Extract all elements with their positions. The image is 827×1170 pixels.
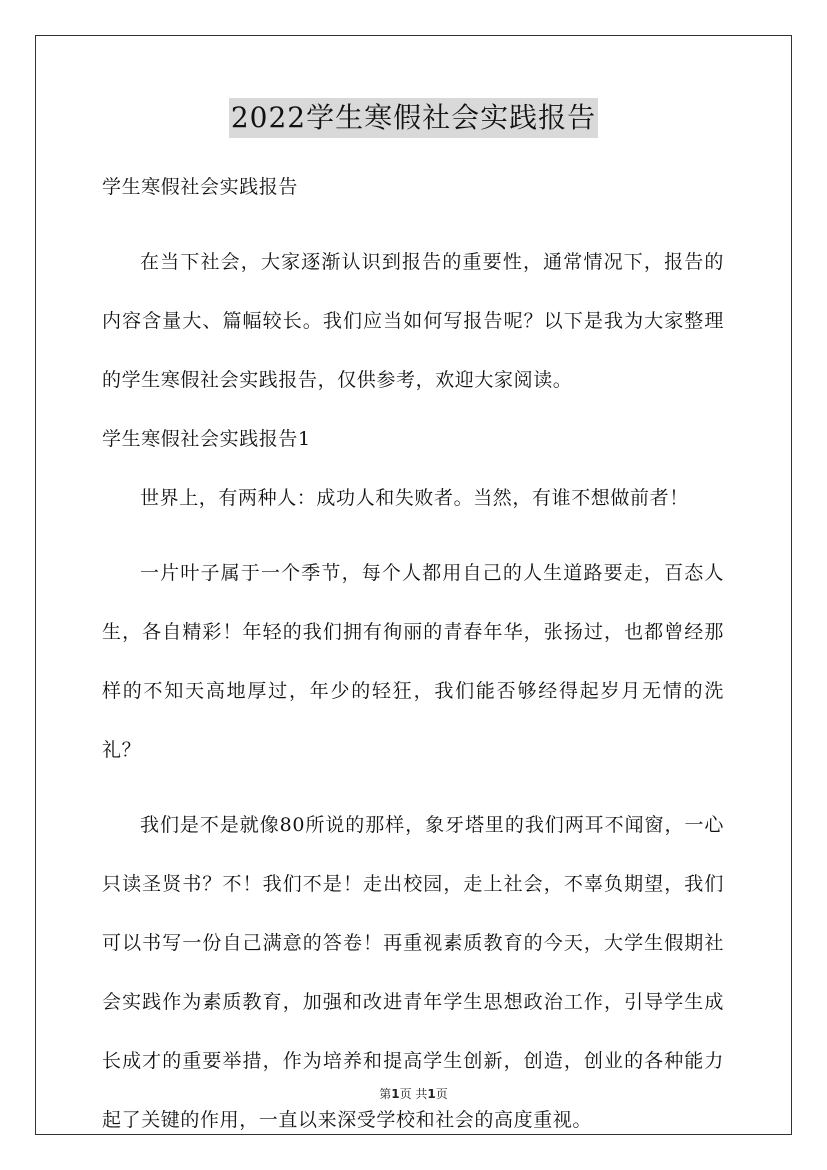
title-container (0, 98, 827, 138)
subtitle-line: 学生寒假社会实践报告 (102, 176, 299, 198)
document-title: 2022学生寒假社会实践报告 (229, 98, 598, 138)
page-current: 1 (391, 1087, 400, 1101)
page-mid: 页 共 (399, 1087, 428, 1101)
page-suffix: 页 (435, 1087, 448, 1101)
page-total: 1 (427, 1087, 436, 1101)
body-paragraph-1: 世界上，有两种人：成功人和失败者。当然，有谁不想做前者！ (140, 487, 689, 509)
body-paragraph-3: 我们是不是就像80所说的那样，象牙塔里的我们两耳不闻窗，一心只读圣贤书？不！我们不是！走出校园，走上社会，不辜负期望，我们可以书写一份自己满意的答卷！再重视素质教育的今天，大学生假期社会实践作为素质教育，加强和改进青年学生思想政治工作，引导学生成长成才的重要举措，作为培养和提高学生创新，创造，创业的各种能力起了关键的作用，一直以来深受学校和社会的高度重视。 (102, 814, 724, 1131)
page-footer (0, 1085, 827, 1102)
document-body (102, 174, 724, 1166)
section-heading: 学生寒假社会实践报告1 (102, 428, 311, 450)
body-paragraph-2: 一片叶子属于一个季节，每个人都用自己的人生道路要走，百态人生，各自精彩！年轻的我们拥有徇丽的青春年华，张扬过，也都曾经那样的不知天高地厚过，年少的轻狂，我们能否够经得起岁月无情的洗礼？ (102, 562, 724, 761)
page-prefix: 第 (379, 1087, 392, 1101)
intro-paragraph: 在当下社会，大家逐渐认识到报告的重要性，通常情况下，报告的内容含量大、篇幅较长。我们应当如何写报告呢？以下是我为大家整理的学生寒假社会实践报告，仅供参考，欢迎大家阅读。 (102, 251, 724, 391)
